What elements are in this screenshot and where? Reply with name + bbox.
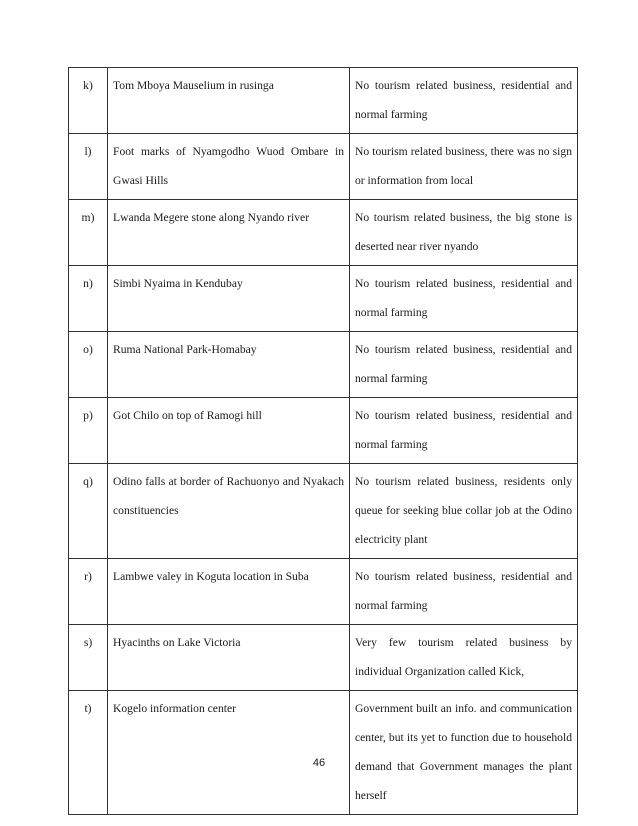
row-letter: n) xyxy=(69,266,108,332)
row-letter: p) xyxy=(69,398,108,464)
table-row xyxy=(69,266,578,332)
row-letter: k) xyxy=(69,68,108,134)
site-name: Kogelo information center xyxy=(108,691,350,815)
table-row xyxy=(69,559,578,625)
table-row xyxy=(69,134,578,200)
table-row xyxy=(69,332,578,398)
sites-table-body xyxy=(69,68,578,815)
site-name: Lwanda Megere stone along Nyando river xyxy=(108,200,350,266)
tourism-status: No tourism related business, residential and normal farming xyxy=(350,266,578,332)
row-letter: r) xyxy=(69,559,108,625)
row-letter: l) xyxy=(69,134,108,200)
row-letter: m) xyxy=(69,200,108,266)
sites-table xyxy=(68,67,578,815)
site-name: Got Chilo on top of Ramogi hill xyxy=(108,398,350,464)
table-row xyxy=(69,68,578,134)
tourism-status: No tourism related business, residential and normal farming xyxy=(350,559,578,625)
row-letter: q) xyxy=(69,464,108,559)
site-name: Ruma National Park-Homabay xyxy=(108,332,350,398)
table-row xyxy=(69,398,578,464)
table-row xyxy=(69,625,578,691)
site-name: Odino falls at border of Rachuonyo and Nyakach constituencies xyxy=(108,464,350,559)
table-row xyxy=(69,691,578,815)
tourism-status: No tourism related business, residential and normal farming xyxy=(350,398,578,464)
tourism-status: Government built an info. and communication center, but its yet to function due to household demand that Government manages the plant herself xyxy=(350,691,578,815)
row-letter: s) xyxy=(69,625,108,691)
site-name: Simbi Nyaima in Kendubay xyxy=(108,266,350,332)
tourism-status: Very few tourism related business by individual Organization called Kick, xyxy=(350,625,578,691)
row-letter: o) xyxy=(69,332,108,398)
site-name: Hyacinths on Lake Victoria xyxy=(108,625,350,691)
page-number: 46 xyxy=(312,757,326,769)
tourism-status: No tourism related business, residents only queue for seeking blue collar job at the Odino electricity plant xyxy=(350,464,578,559)
table-row xyxy=(69,200,578,266)
site-name: Lambwe valey in Koguta location in Suba xyxy=(108,559,350,625)
tourism-status: No tourism related business, there was no sign or information from local xyxy=(350,134,578,200)
tourism-status: No tourism related business, residential and normal farming xyxy=(350,332,578,398)
tourism-status: No tourism related business, residential and normal farming xyxy=(350,68,578,134)
tourism-status: No tourism related business, the big stone is deserted near river nyando xyxy=(350,200,578,266)
row-letter: t) xyxy=(69,691,108,815)
site-name: Foot marks of Nyamgodho Wuod Ombare in Gwasi Hills xyxy=(108,134,350,200)
table-row xyxy=(69,464,578,559)
site-name: Tom Mboya Mauselium in rusinga xyxy=(108,68,350,134)
